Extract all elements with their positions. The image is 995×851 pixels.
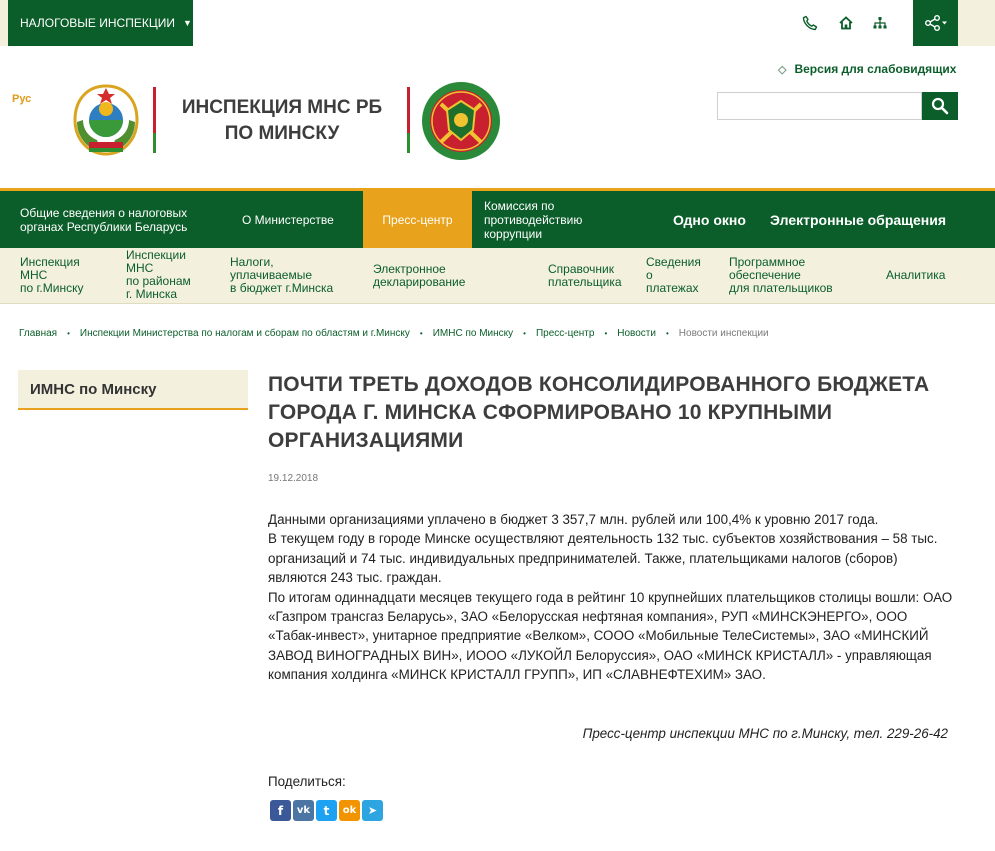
subnav-line: плательщика (548, 275, 622, 289)
subnav-line: Сведения (646, 255, 701, 269)
breadcrumb-press-center[interactable]: Пресс-центр (535, 328, 595, 339)
article-title: ПОЧТИ ТРЕТЬ ДОХОДОВ КОНСОЛИДИРОВАННОГО БЮДЖЕТА ГОРОДА Г. МИНСКА СФОРМИРОВАНО 10 КРУПНЫМИ ОРГАНИЗАЦИЯМИ (268, 373, 930, 452)
share-dropdown-button[interactable] (913, 0, 958, 46)
subnav-line: МНС (126, 261, 154, 275)
tax-inspections-label: НАЛОГОВЫЕ ИНСПЕКЦИИ (20, 16, 175, 30)
subnav-line: обеспечение (729, 268, 801, 282)
breadcrumb-imns-minsk[interactable]: ИМНС по Минску (432, 328, 514, 339)
subnav-line: для плательщиков (729, 281, 833, 295)
subnav-analytics[interactable] (886, 269, 945, 282)
nav-one-window[interactable] (673, 191, 758, 248)
article-paragraph: В текущем году в городе Минске осуществляют деятельность 132 тыс. субъектов хозяйствования – 58 тыс. организаций и 74 тыс. индивидуальных предпринимателей. Также, плательщиками налогов (сборов) являются 243 тыс. граждан. (268, 531, 938, 586)
language-switch[interactable]: Рус (12, 93, 32, 105)
flag-divider-right (407, 87, 410, 153)
breadcrumb-separator-icon: • (67, 329, 70, 338)
subnav-line: платежах (646, 281, 699, 295)
site-title-line-1: ИНСПЕКЦИЯ МНС РБ (181, 97, 383, 118)
article-date: 19.12.2018 (268, 473, 319, 484)
article-signature: Пресс-центр инспекции МНС по г.Минску, тел. 229-26-42 (582, 726, 948, 741)
breadcrumb-news[interactable]: Новости (617, 328, 656, 339)
belarus-emblem-logo[interactable] (65, 80, 147, 160)
nav-general-info[interactable] (20, 191, 225, 248)
breadcrumb-home[interactable]: Главная (19, 328, 58, 339)
subnav-line: по г.Минску (20, 281, 84, 295)
breadcrumb (19, 328, 769, 339)
nav-one-window-label: Одно окно (673, 211, 746, 228)
caret-down-icon: ▼ (182, 18, 192, 28)
home-icon[interactable] (836, 13, 856, 33)
subnav-line: Справочник (548, 262, 614, 276)
nav-electronic-appeals[interactable] (770, 191, 960, 248)
eye-icon: ◇ (778, 63, 787, 76)
search-input[interactable] (717, 92, 922, 120)
nav-press-center[interactable] (363, 191, 472, 248)
main-navigation (0, 188, 995, 248)
breadcrumb-current: Новости инспекции (678, 328, 769, 339)
nav-general-info-line-2: органах Республики Беларусь (20, 219, 188, 234)
search-icon (931, 97, 949, 115)
subnav-line: Аналитика (886, 268, 946, 282)
nav-anticorruption[interactable] (484, 191, 624, 248)
sub-navigation (0, 248, 995, 304)
article-body (268, 510, 958, 685)
tax-ministry-badge-logo (420, 80, 502, 162)
subnav-district-inspections[interactable] (126, 249, 191, 301)
article-paragraph: По итогам одиннадцати месяцев текущего года в рейтинг 10 крупнейших плательщиков столицы вошли: ОАО «Газпром трансгаз Беларусь», ЗАО «Белорусская нефтяная компания», РУП «МИНСКЭНЕРГО», ООО «Табак-инвест», унитарное предприятие «Велком», СООО «Мобильные ТелеСистемы», ЗАО «МИНСКИЙ ЗАВОД ВИНОГРАДНЫХ ВИН», ИООО «ЛУКОЙЛ Белоруссия», ОАО «МИНСК КРИСТАЛЛ» - управляющая компания холдинга «МИНСК КРИСТАЛЛ ГРУПП», ИП «СЛАВНЕФТЕХИМ» ЗАО. (268, 589, 953, 683)
site-title (172, 95, 392, 147)
subnav-line: декларирование (373, 275, 466, 289)
breadcrumb-separator-icon: • (523, 329, 526, 338)
subnav-line: г. Минска (126, 287, 178, 301)
subnav-line: о (646, 268, 653, 282)
nav-press-center-label: Пресс-центр (382, 212, 453, 227)
subnav-line: Налоги, (230, 255, 274, 269)
breadcrumb-separator-icon: • (419, 329, 423, 338)
share-label: Поделиться: (268, 774, 346, 789)
facebook-icon[interactable]: f (270, 800, 291, 821)
subnav-line: уплачиваемые (230, 268, 313, 282)
odnoklassniki-icon[interactable]: ok (339, 800, 360, 821)
top-bar (0, 0, 995, 46)
nav-about-ministry-label: О Министерстве (242, 212, 334, 227)
twitter-icon[interactable]: t (316, 800, 337, 821)
phone-icon[interactable] (800, 13, 820, 33)
nav-anticorruption-line-3: коррупции (484, 226, 543, 241)
low-vision-version-link[interactable] (778, 62, 956, 76)
subnav-payment-info[interactable] (646, 256, 701, 295)
subnav-line: МНС (20, 268, 48, 282)
subnav-payer-reference[interactable] (548, 263, 622, 289)
article-paragraph: Данными организациями уплачено в бюджет 3 357,7 млн. рублей или 100,4% к уровню 2017 года. (268, 512, 879, 527)
telegram-icon[interactable]: ➤ (362, 800, 383, 821)
social-share-buttons (270, 800, 383, 821)
subnav-line: в бюджет г.Минска (230, 281, 334, 295)
subnav-e-declaration[interactable] (373, 263, 465, 289)
nav-about-ministry[interactable] (242, 191, 352, 248)
sidebar-section-title[interactable]: ИМНС по Минску (18, 370, 248, 410)
subnav-software[interactable] (729, 256, 833, 295)
site-title-line-2: ПО МИНСКУ (224, 123, 340, 144)
nav-general-info-line-1: Общие сведения о налоговых (20, 205, 188, 220)
subnav-line: по районам (126, 274, 191, 288)
flag-divider-left (153, 87, 156, 153)
search-button[interactable] (922, 92, 958, 120)
vkontakte-icon[interactable]: vk (293, 800, 314, 821)
share-icon (924, 15, 948, 31)
subnav-taxes-budget[interactable] (230, 256, 333, 295)
nav-anticorruption-line-1: Комиссия по (484, 198, 555, 213)
subnav-inspection-minsk[interactable] (20, 256, 83, 295)
subnav-line: Программное (729, 255, 806, 269)
breadcrumb-inspections[interactable]: Инспекции Министерства по налогам и сборам по областям и г.Минску (79, 328, 410, 339)
subnav-line: Электронное (373, 262, 446, 276)
nav-anticorruption-line-2: противодействию (484, 212, 583, 227)
breadcrumb-separator-icon: • (604, 329, 608, 338)
nav-electronic-appeals-label: Электронные обращения (770, 211, 946, 228)
low-vision-label: Версия для слабовидящих (794, 62, 957, 76)
tax-inspections-dropdown[interactable] (8, 0, 193, 46)
breadcrumb-separator-icon: • (665, 329, 669, 338)
subnav-line: Инспекции (126, 248, 186, 262)
sitemap-icon[interactable] (870, 13, 890, 33)
subnav-line: Инспекция (20, 255, 80, 269)
